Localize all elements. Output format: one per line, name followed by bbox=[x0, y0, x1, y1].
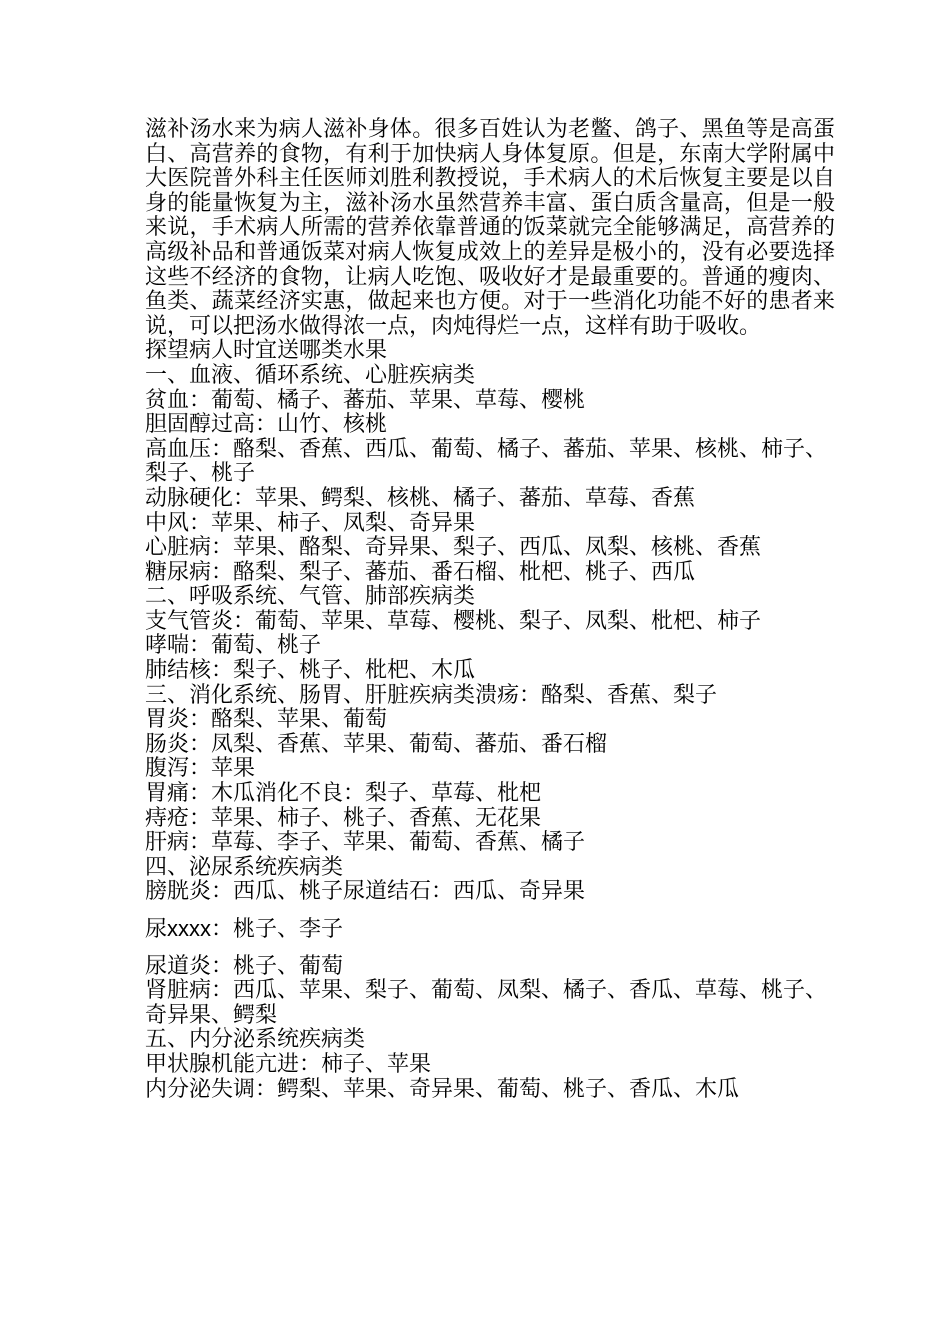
list-item: 肺结核：梨子、桃子、枇杷、木瓜 bbox=[145, 658, 476, 684]
list-item: 肾脏病：西瓜、苹果、梨子、葡萄、凤梨、橘子、香瓜、草莓、桃子、奇异果、鳄梨 bbox=[145, 978, 828, 1028]
category-heading-respiratory: 二、呼吸系统、气管、肺部疾病类 bbox=[145, 584, 476, 610]
list-item: 腹泻：苹果 bbox=[145, 756, 256, 782]
list-item: 甲状腺机能亢进：柿子、苹果 bbox=[145, 1051, 432, 1077]
list-item: 胃炎：酪梨、苹果、葡萄 bbox=[145, 707, 388, 733]
intro-paragraph: 滋补汤水来为病人滋补身体。很多百姓认为老鳖、鸽子、黑鱼等是高蛋白、高营养的食物，有利于加快病人身体复原。但是，东南大学附属中大医院普外科主任医师刘胜利教授说，手术病人的术后恢复主要是以自身的能量恢复为主，滋补汤水虽然营养丰富、蛋白质含量高，但是一般来说，手术病人所需的营养依靠普通的饭菜就完全能够满足，高营养的高级补品和普通饭菜对病人恢复成效上的差异是极小的，没有必要选择这些不经济的食物，让病人吃饱、吸收好才是最重要的。普通的瘦肉、鱼类、蔬菜经济实惠，做起来也方便。对于一些消化功能不好的患者来说，可以把汤水做得浓一点，肉炖得烂一点，这样有助于吸收。 bbox=[145, 117, 835, 339]
list-item: 膀胱炎：西瓜、桃子尿道结石：西瓜、奇异果 bbox=[145, 879, 586, 905]
list-item: 内分泌失调：鳄梨、苹果、奇异果、葡萄、桃子、香瓜、木瓜 bbox=[145, 1076, 740, 1102]
category-heading-digestive: 三、消化系统、肠胃、肝脏疾病类溃疡：酪梨、香蕉、梨子 bbox=[145, 682, 718, 708]
list-item: 糖尿病：酪梨、梨子、蕃茄、番石榴、枇杷、桃子、西瓜 bbox=[145, 559, 696, 585]
category-heading-urinary: 四、泌尿系统疾病类 bbox=[145, 854, 344, 880]
list-item: 痔疮：苹果、柿子、桃子、香蕉、无花果 bbox=[145, 805, 542, 831]
list-item: 高血压：酪梨、香蕉、西瓜、葡萄、橘子、蕃茄、苹果、核桃、柿子、梨子、桃子 bbox=[145, 436, 828, 487]
category-heading-blood: 一、血液、循环系统、心脏疾病类 bbox=[145, 362, 476, 388]
list-item: 尿道炎：桃子、葡萄 bbox=[145, 953, 344, 979]
category-heading-endocrine: 五、内分泌系统疾病类 bbox=[145, 1027, 366, 1053]
list-item: 中风：苹果、柿子、凤梨、奇异果 bbox=[145, 510, 476, 536]
special-prefix: 尿 bbox=[145, 917, 168, 942]
list-item-special bbox=[145, 917, 835, 943]
list-item: 肝病：草莓、李子、苹果、葡萄、香蕉、橘子 bbox=[145, 830, 586, 856]
document-page bbox=[145, 118, 835, 1102]
list-item: 贫血：葡萄、橘子、蕃茄、苹果、草莓、樱桃 bbox=[145, 387, 586, 413]
list-item: 胃痛：木瓜消化不良：梨子、草莓、枇杷 bbox=[145, 781, 542, 807]
special-suffix: ：桃子、李子 bbox=[211, 917, 344, 942]
list-item: 心脏病：苹果、酪梨、奇异果、梨子、西瓜、凤梨、核桃、香蕉 bbox=[145, 535, 762, 561]
list-item: 动脉硬化：苹果、鳄梨、核桃、橘子、蕃茄、草莓、香蕉 bbox=[145, 485, 696, 511]
list-item: 哮喘：葡萄、桃子 bbox=[145, 633, 322, 659]
section-title: 探望病人时宜送哪类水果 bbox=[145, 338, 388, 364]
special-latin: xxxx bbox=[167, 916, 212, 941]
list-item: 肠炎：凤梨、香蕉、苹果、葡萄、蕃茄、番石榴 bbox=[145, 731, 608, 757]
list-item: 支气管炎：葡萄、苹果、草莓、樱桃、梨子、凤梨、枇杷、柿子 bbox=[145, 608, 762, 634]
list-item: 胆固醇过高：山竹、核桃 bbox=[145, 412, 388, 438]
